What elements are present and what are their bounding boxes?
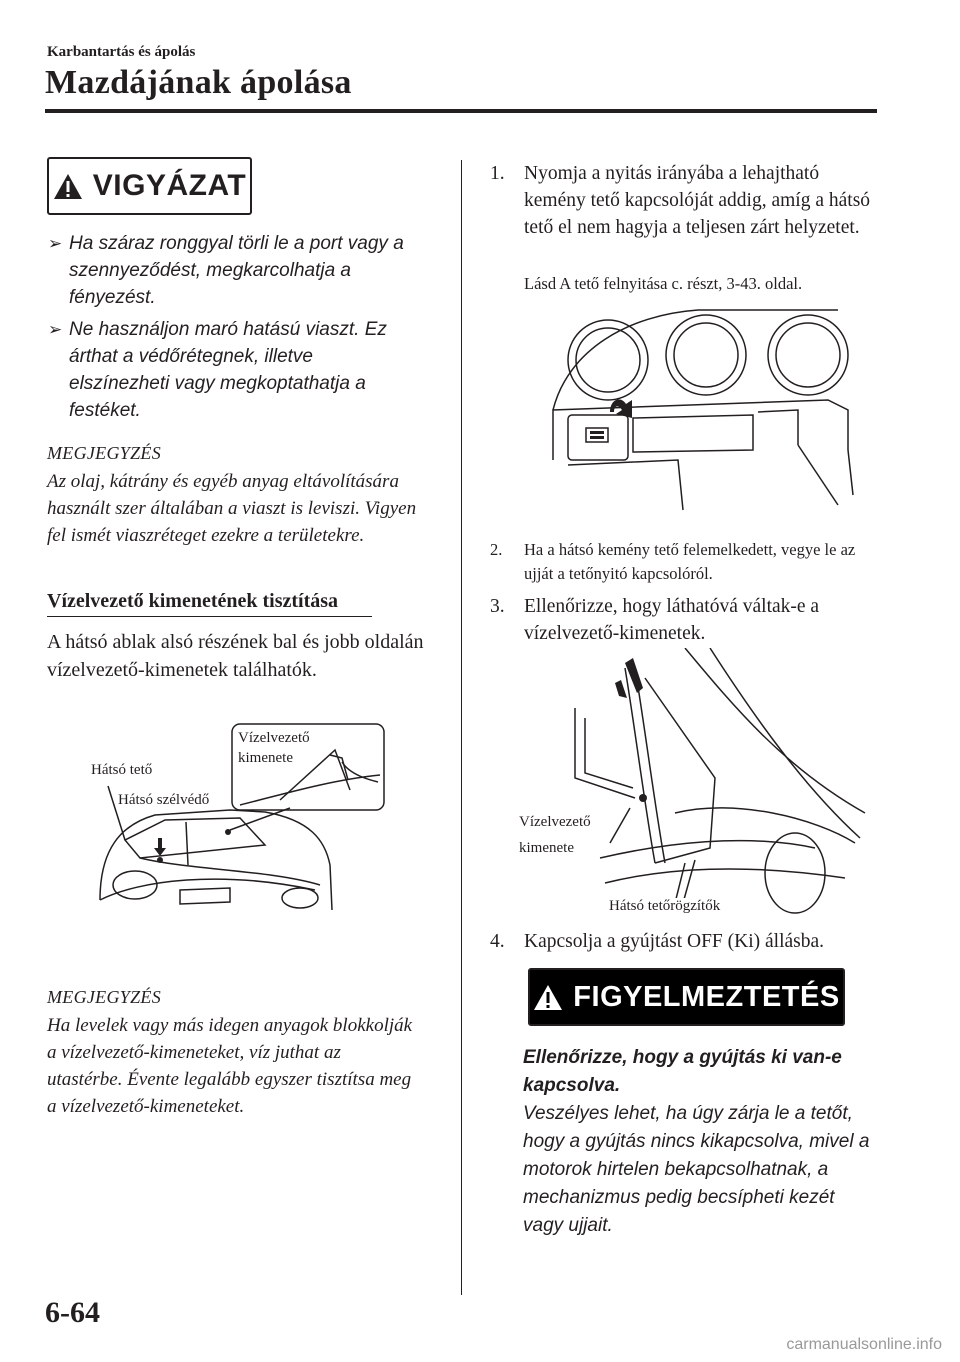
figure-dashboard-switch [548, 300, 858, 520]
section-label: Karbantartás és ápolás [47, 44, 196, 60]
heading-underline [47, 616, 372, 617]
dashboard-illustration [548, 300, 858, 520]
page-number: 6-64 [45, 1296, 100, 1329]
step-number: 1. [490, 163, 505, 184]
warning-triangle-icon [53, 173, 83, 200]
step-number: 2. [490, 540, 503, 559]
label-rear-window: Hátsó szélvédő [118, 792, 210, 808]
warning-label: FIGYELMEZTETÉS [573, 980, 840, 1013]
note-text: Az olaj, kátrány és egyéb anyag eltávolítására használt szer általában a viaszt is leviszi. Vigyen fel ismét viaszréteget ezekre a területekre. [47, 471, 417, 546]
column-divider [461, 160, 462, 1295]
arrow-bullet-icon: ➢ [48, 320, 63, 339]
step-2 [490, 538, 875, 586]
label-drain-outlet-2: kimenete [238, 750, 293, 766]
caution-text: Ne használjon maró hatású viaszt. Ez árthat a védőrétegnek, illetve elszínezheti vagy megkoptathatja a festéket. [69, 319, 387, 421]
label-drain-outlet-1: Vízelvezető [519, 814, 591, 830]
caution-list [48, 230, 413, 429]
page-title: Mazdájának ápolása [45, 64, 352, 101]
step-4 [490, 928, 875, 955]
label-drain-outlet-2: kimenete [519, 840, 574, 856]
list-item [48, 316, 413, 424]
step-1-reference: Lásd A tető felnyitása c. részt, 3-43. oldal. [524, 274, 803, 293]
caution-box [47, 157, 252, 215]
section-text: A hátsó ablak alsó részének bal és jobb oldalán vízelvezető-kimenetek találhatók. [47, 631, 424, 681]
step-text: Ha a hátsó kemény tető felemelkedett, vegye le az ujját a tetőnyitó kapcsolóról. [524, 540, 856, 583]
label-rear-top: Hátsó tető [91, 762, 153, 778]
step-text: Ellenőrizze, hogy láthatóvá váltak-e a vízelvezető-kimenetek. [524, 596, 820, 644]
watermark: carmanualsonline.info [786, 1336, 942, 1353]
caution-text: Ha száraz ronggyal törli le a port vagy a szennyeződést, megkarcolhatja a fényezést. [69, 233, 404, 308]
warning-box [528, 968, 845, 1026]
note-text: Ha levelek vagy más idegen anyagok blokkolják a vízelvezető-kimeneteket, víz juthat az utastérbe. Évente legalább egyszer tisztítsa meg a vízelvezető-kimeneteket. [47, 1015, 413, 1117]
list-item [48, 230, 413, 311]
figure-drain-outlets [515, 648, 870, 920]
step-number: 3. [490, 596, 505, 617]
open-roof-illustration [515, 648, 870, 920]
section-heading: Vízelvezető kimenetének tisztítása [47, 590, 339, 612]
step-text: Nyomja a nyitás irányába a lehajtható kemény tető kapcsolóját addig, amíg a hátsó tető el nem hagyja a teljesen zárt helyzetet. [524, 163, 871, 238]
label-rear-latches: Hátsó tetőrögzítők [609, 898, 721, 914]
warning-text: Veszélyes lehet, ha úgy zárja le a tetőt, hogy a gyújtás nincs kikapcsolva, mivel a motorok hirtelen bekapcsolhatnak, a mechanizmus pedig becsípheti kezét vagy ujjait. [523, 1103, 870, 1236]
warning-bold-text: Ellenőrizze, hogy a gyújtás ki van-e kapcsolva. [523, 1047, 842, 1096]
step-number: 4. [490, 931, 505, 952]
step-3 [490, 593, 875, 647]
note-heading: MEGJEGYZÉS [47, 987, 161, 1007]
note-heading: MEGJEGYZÉS [47, 443, 161, 463]
figure-car-rear [80, 720, 400, 930]
warning-triangle-icon [533, 984, 563, 1011]
step-text: Kapcsolja a gyújtást OFF (Ki) állásba. [524, 931, 825, 952]
caution-label: VIGYÁZAT [92, 169, 247, 202]
step-1 [490, 160, 875, 241]
title-rule [45, 109, 877, 113]
arrow-bullet-icon: ➢ [48, 234, 63, 253]
label-drain-outlet-1: Vízelvezető [238, 730, 310, 746]
